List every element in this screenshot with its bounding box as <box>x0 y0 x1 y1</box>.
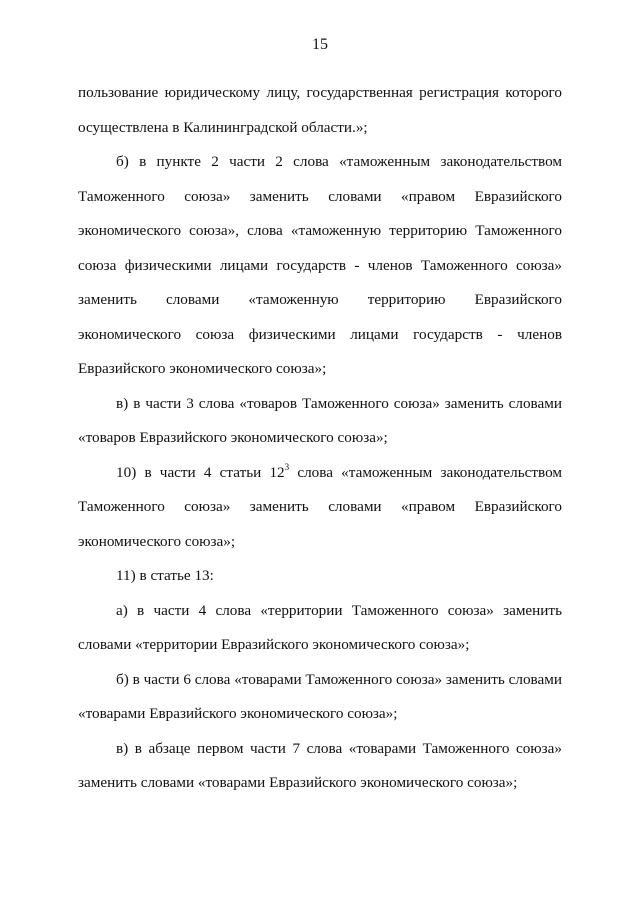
page-number: 15 <box>312 36 328 53</box>
paragraph-2 <box>78 145 562 387</box>
text-line: экономического союза»; <box>78 532 236 550</box>
text-line: союза физическими лицами государств - членов Таможенного союза» <box>78 256 562 274</box>
text-line: заменить словами «таможенную территорию Евразийского <box>78 291 562 308</box>
text-line: «товаров Евразийского экономического союза»; <box>78 429 388 446</box>
text-line: экономического союза», слова «таможенную территорию Таможенного <box>78 222 562 239</box>
text-line: «товарами Евразийского экономического союза»; <box>78 705 398 722</box>
paragraph-4 <box>78 456 562 560</box>
text-line: 11) в статье 13: <box>116 567 214 584</box>
text-fragment: 10) в части 4 статьи 12 <box>116 463 285 481</box>
paragraph-1 <box>78 76 562 145</box>
text-line <box>78 456 562 491</box>
superscript: 3 <box>284 461 290 472</box>
text-line: в) в абзаце первом части 7 слова «товарами Таможенного союза» <box>116 739 562 757</box>
text-line: а) в части 4 слова «территории Таможенного союза» заменить <box>116 601 562 619</box>
text-line: заменить словами «товарами Евразийского экономического союза»; <box>78 774 518 791</box>
text-line: Таможенного союза» заменить словами «правом Евразийского <box>78 187 562 205</box>
text-line: в) в части 3 слова «товаров Таможенного союза» заменить словами <box>116 394 562 412</box>
paragraph-5 <box>78 559 562 594</box>
text-line: б) в части 6 слова «товарами Таможенного союза» заменить словами <box>116 670 562 688</box>
text-line: осуществлена в Калининградской области.»; <box>78 118 368 136</box>
document-body <box>78 76 562 801</box>
text-line: экономического союза физическими лицами государств - членов <box>78 325 562 343</box>
paragraph-6 <box>78 594 562 663</box>
text-line: пользование юридическому лицу, государственная регистрация которого <box>78 84 562 101</box>
paragraph-8 <box>78 732 562 801</box>
text-line: Таможенного союза» заменить словами «правом Евразийского <box>78 498 562 515</box>
text-fragment: слова «таможенным законодательством <box>289 463 562 481</box>
text-line: б) в пункте 2 части 2 слова «таможенным законодательством <box>116 153 562 170</box>
text-line: словами «территории Евразийского экономического союза»; <box>78 636 470 653</box>
text-line: Евразийского экономического союза»; <box>78 360 327 377</box>
paragraph-3 <box>78 387 562 456</box>
paragraph-7 <box>78 663 562 732</box>
